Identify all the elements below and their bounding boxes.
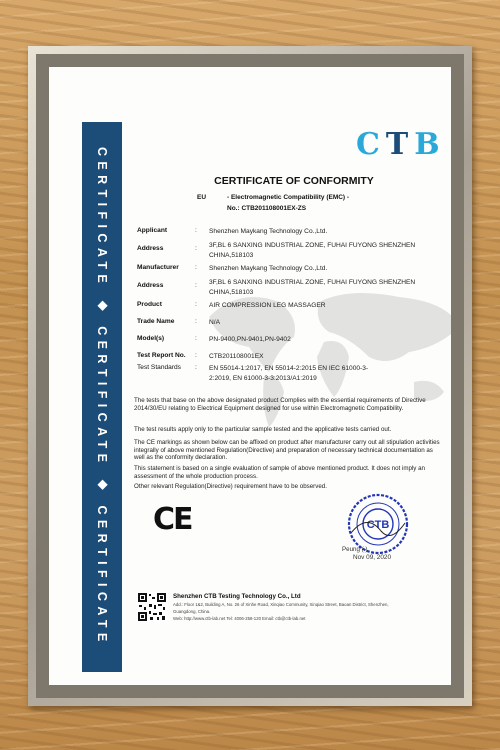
paragraph-compliance: The tests that base on the above designated product Complies with the essential requirements of Directive 2014/30/EU relating to Electrical Equipment designed for use within Electromagnetic Compatibility. <box>134 397 426 412</box>
ce-mark: CE <box>153 502 192 537</box>
footer-company-name: Shenzhen CTB Testing Technology Co., Ltd <box>173 593 301 600</box>
signatory-name: Peung ( ) <box>342 546 368 553</box>
paragraph-statement: This statement is based on a single evaluation of sample of above mentioned product. It does not imply an assessment of the whole production process. <box>134 465 425 480</box>
qr-code-icon <box>137 592 167 622</box>
certificate-number: No.: CTB201108001EX-ZS <box>227 205 307 212</box>
certificate-title: CERTIFICATE OF CONFORMITY <box>214 175 374 187</box>
side-banner-text: CERTIFICATE ◆ CERTIFICATE ◆ CERTIFICATE <box>95 147 109 647</box>
footer-contact-line: Web: http://www.ctb-lab.net Tel: 4006-258-120 Email: ctb@ctb-lab.net <box>173 616 306 621</box>
ctb-logo: CTB <box>356 127 446 162</box>
paragraph-ce-marking: The CE markings as shown below can be affixed on product after manufacturer carry out all stipulation activities integrally of above mentioned Regulation(Directive) and preparation of necessary technical documentation as well as the conformity declaration. <box>134 439 440 462</box>
footer-address-line-1: Add.: Floor 1&2, Building A, No. 26 of Xinhe Road, Xinqiao Community, Xinqiao Street, Baoan District, Shenzhen, <box>173 602 389 607</box>
signature-date: Nov 09, 2020 <box>353 554 392 561</box>
paragraph-test-results: The test results apply only to the particular sample tested and the applicative tests carried out. <box>134 426 392 433</box>
footer-address-line-2: Guangdong, China. <box>173 609 211 614</box>
certificate-frame <box>28 46 472 706</box>
frame-inner-border <box>36 54 464 698</box>
svg-text:CTB: CTB <box>366 519 390 531</box>
certificate-paper: CERTIFICATE ◆ CERTIFICATE ◆ CERTIFICATE CTB CERTIFICATE OF CONFORMITY EU - Electromagnetic Compatibility (EMC) - No.: CTB201108001EX-ZS Applicant : Shenzhen Maykang Technology Co.,Ltd. Address : 3F,BL 6 SANXING INDUSTRIAL ZONE, FUHAI FUYONG SHENZHEN CHINA,518103 Manufacturer : Shenzhen Maykang Technology Co.,Ltd. Address : 3F,BL 6 SANXING INDUSTRIAL ZONE, FUHAI FUYONG SHENZHEN CHINA,518103 Product : AIR COMPRESSION LEG MASSAGER Trade Name : N/A Model(s) : PN-9400,PN-9401,PN-9402 Test Report No. : CTB201108001EX Test Standards : EN 55014-1:2017, EN 55014-2:2015 EN IEC 61000-3-2:2019, EN 61000-3-3:2013/A1:2019 The tests that base on the above designated product Complies with the essential requirements of Directive 2014/30/EU relating to Electrical Equipment designed for use within Electromagnetic Compatibility. The test results apply only to the particular sample tested and the applicative tests carried out. The CE markings as shown below can be affixed on product after manufacturer carry out all stipulation activities integrally of above mentioned Regulation(Directive) and preparation of necessary technical documentation as well as the conformity declaration. This statement is based on a single evaluation of sample of above mentioned product. It does not imply an assessment of the whole production process. Other relevant Regulation(Directive) requirement have to be observed. CE CTB Peung ( ) Nov 09, 2020 Shenzhen CTB Testing Technology Co., Ltd Add.: Floor 1&2, Building A, No. 26 of Xinhe Road, Xinqiao Community, Xinqiao Street, Baoan District, Shenzhen, Guangdong, China. Web: http://www.ctb-lab.net Tel: 4006-258-120 Email: ctb@ctb-lab.net <box>49 67 451 685</box>
eu-label: EU <box>197 194 207 201</box>
emc-label: - Electromagnetic Compatibility (EMC) - <box>227 194 350 201</box>
paragraph-other-regulation: Other relevant Regulation(Directive) requirement have to be observed. <box>134 483 327 490</box>
